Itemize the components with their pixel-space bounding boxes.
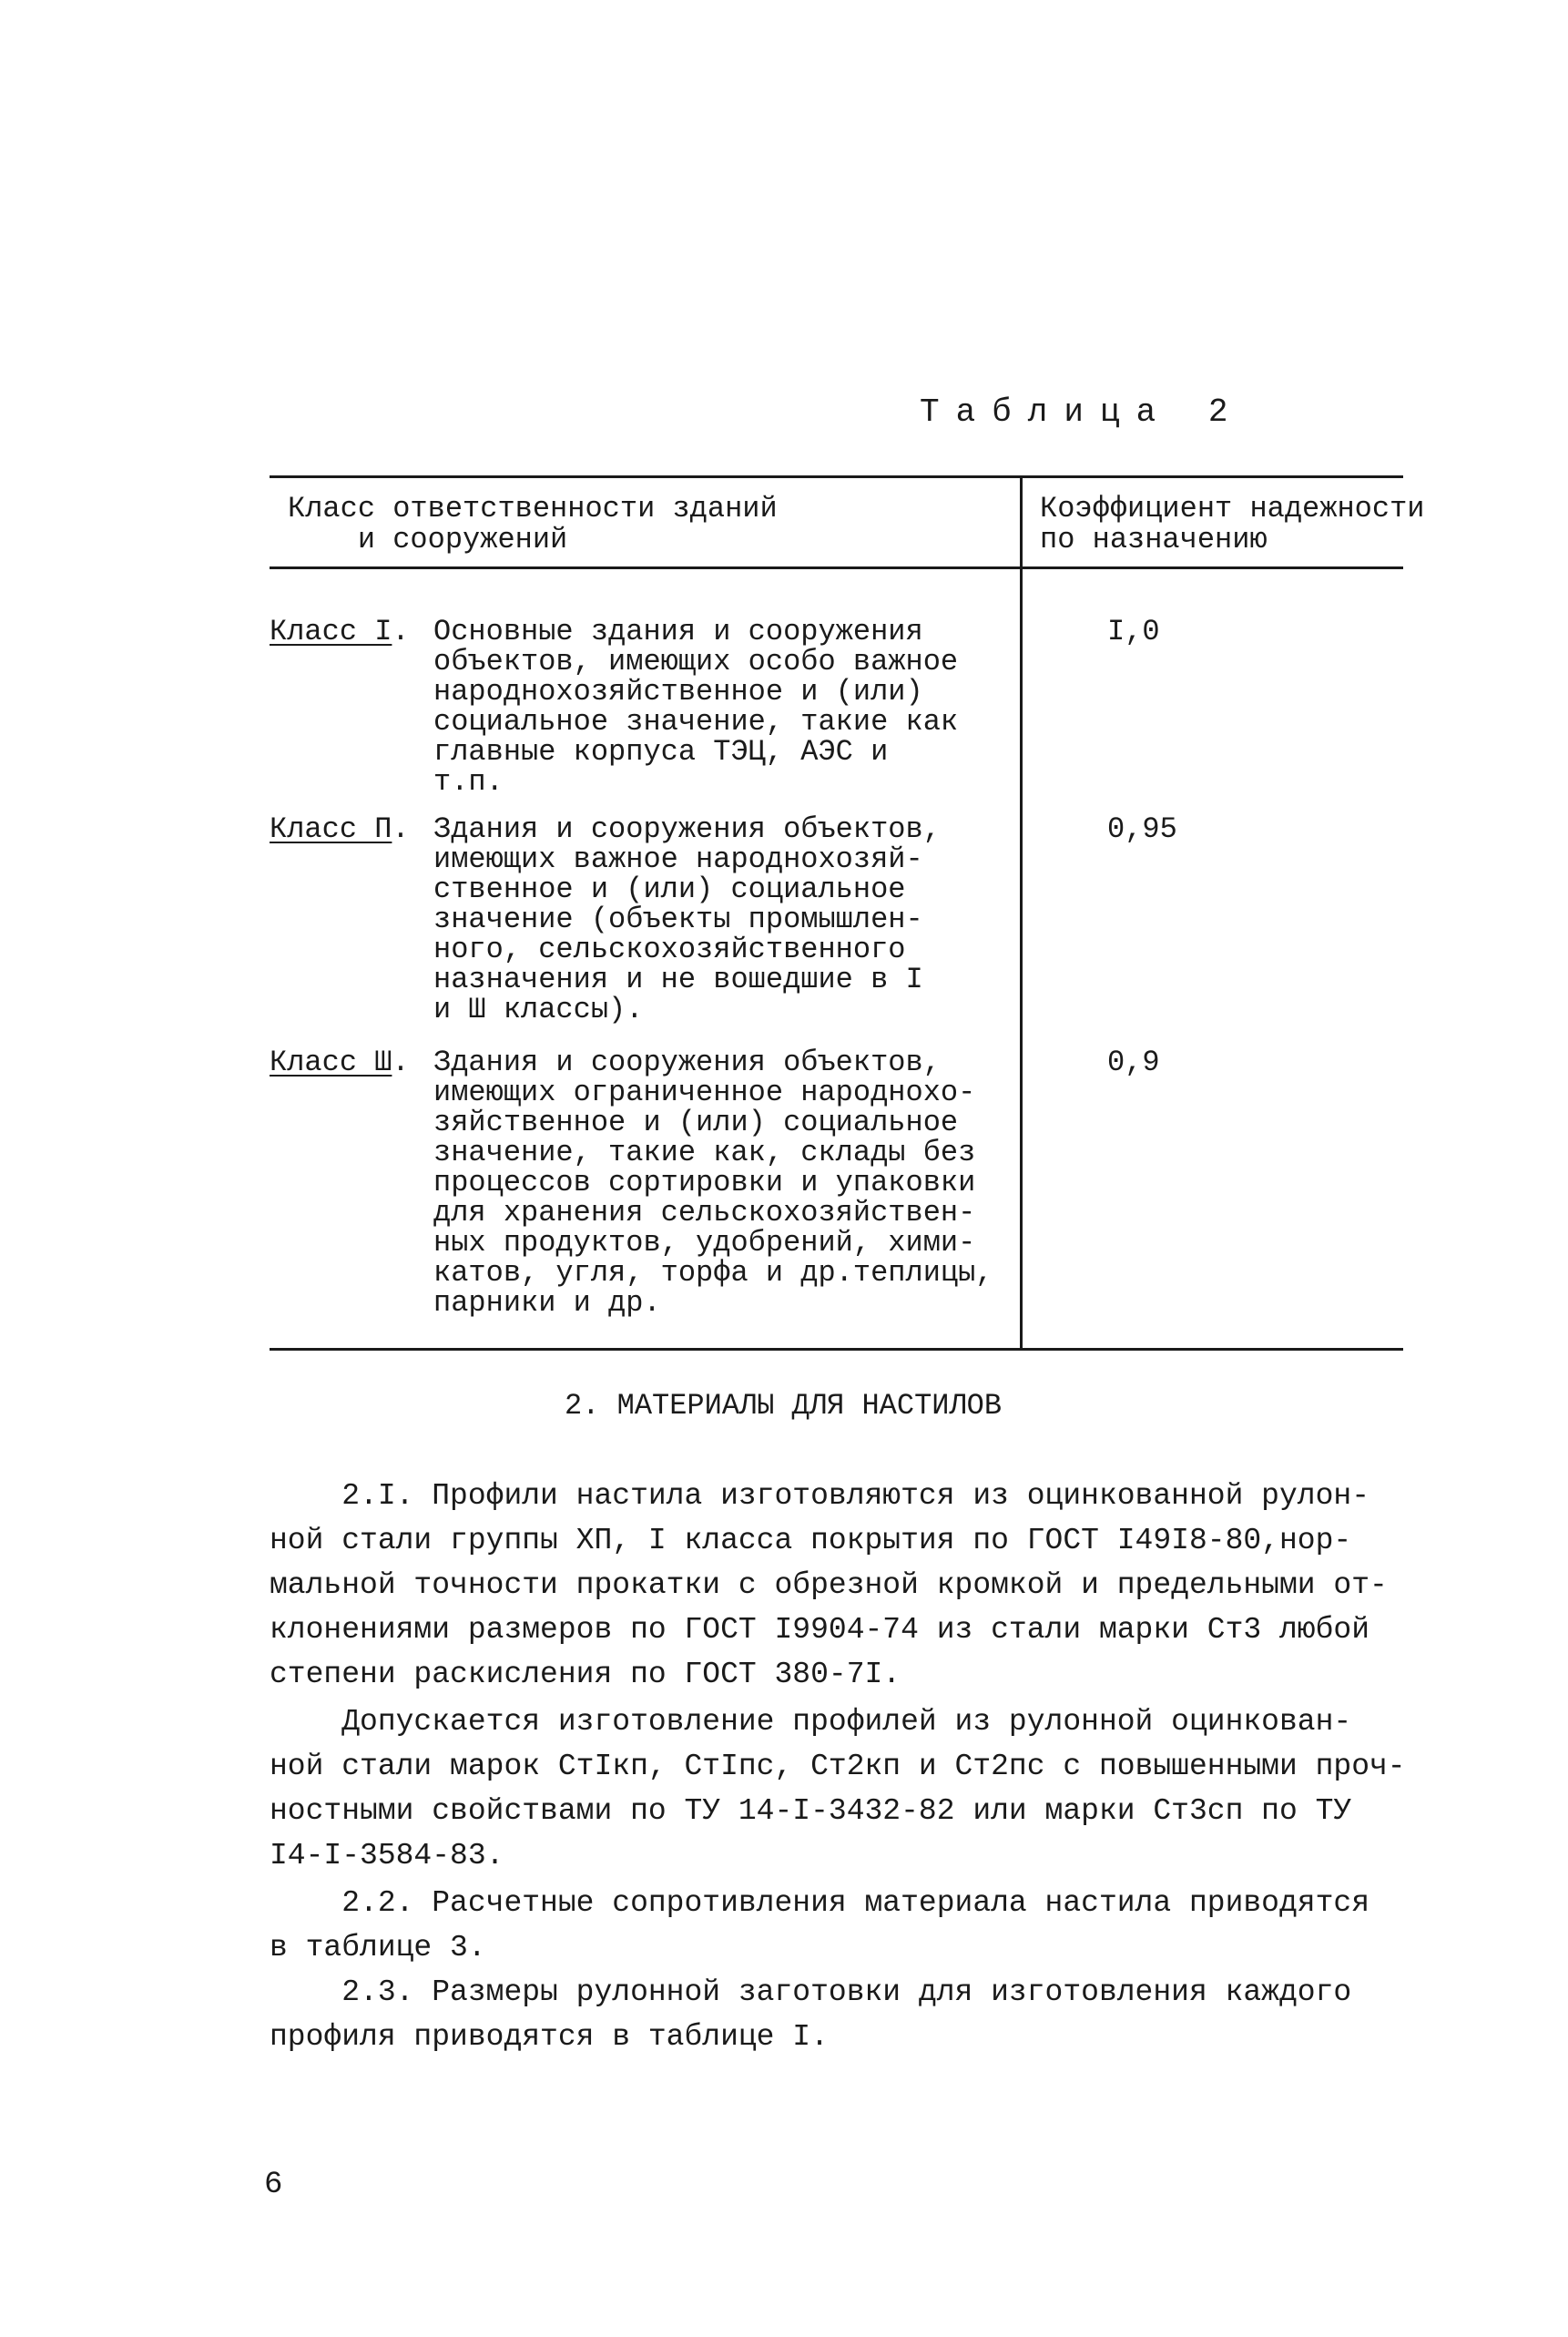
page-number: 6 — [264, 2168, 283, 2202]
reliability-coefficient: I,0 — [1107, 615, 1160, 648]
class-label-dot: . — [392, 812, 410, 846]
column-divider — [1020, 475, 1023, 1350]
class-label-text: Класс П — [270, 812, 392, 846]
class-description: Основные здания и сооружения объектов, имеющих особо важное народнохозяйственное и (или) социальное значение, такие как главные корпуса ТЭЦ, АЭС и т.п. — [433, 615, 959, 799]
reliability-coefficient: 0,9 — [1107, 1046, 1160, 1079]
table-caption: Таблица 2 — [920, 393, 1245, 431]
class-label-dot: . — [392, 615, 410, 648]
class-description: Здания и сооружения объектов, имеющих важное народнохозяй- ственное и (или) социальное значение (объекты промышлен- ного, сельскохозяйственного назначения и не вошедшие в I и Ш классы). — [433, 812, 941, 1026]
class-label — [270, 814, 410, 844]
class-description: Здания и сооружения объектов, имеющих ограниченное народнохо- зяйственное и (или) социальное значение, такие как, склады без процессов сортировки и упаковки для хранения сельскохозяйствен- ных продуктов, удобрений, хими- катов, угля, торфа и др.теплицы, парники и др. — [433, 1046, 993, 1320]
section-title: 2. МАТЕРИАЛЫ ДЛЯ НАСТИЛОВ — [565, 1389, 1003, 1423]
table-bottom-rule — [270, 1348, 1403, 1351]
class-label-dot: . — [392, 1046, 410, 1079]
reliability-coefficient: 0,95 — [1107, 812, 1177, 846]
paragraph-2-2: 2.2. Расчетные сопротивления материала настила приводятся в таблице 3. — [270, 1886, 1369, 1965]
paragraph-2-3: 2.3. Размеры рулонной заготовки для изготовления каждого профиля приводятся в таблице I. — [270, 1975, 1352, 2054]
header-class-column: Класс ответственности зданий и сооружений — [288, 492, 778, 556]
responsibility-class-table — [270, 475, 1425, 1352]
class-label-text: Класс I — [270, 615, 392, 648]
paragraph-2-1-addendum: Допускается изготовление профилей из рулонной оцинкован- ной стали марок СтIкп, СтIпс, Ст2кп и Ст2пс с повышенными проч- ностными свойствами по ТУ 14-I-3432-82 или марки Ст3сп по ТУ I4-I-3584-83. — [270, 1705, 1406, 1873]
header-coefficient-column: Коэффициент надежности по назначению — [1040, 492, 1425, 556]
header-rule — [270, 566, 1403, 569]
class-label-text: Класс Ш — [270, 1046, 392, 1079]
class-label — [270, 1047, 410, 1077]
class-label — [270, 617, 410, 647]
table-top-rule — [270, 475, 1403, 478]
paragraph-2-1: 2.I. Профили настила изготовляются из оцинкованной рулон- ной стали группы ХП, I класса покрытия по ГОСТ I49I8-80,нор- мальной точности прокатки с обрезной кромкой и предельными от- клонениями размеров по ГОСТ I9904-74 из стали марки Ст3 любой степени раскисления по ГОСТ 380-7I. — [270, 1479, 1388, 1691]
